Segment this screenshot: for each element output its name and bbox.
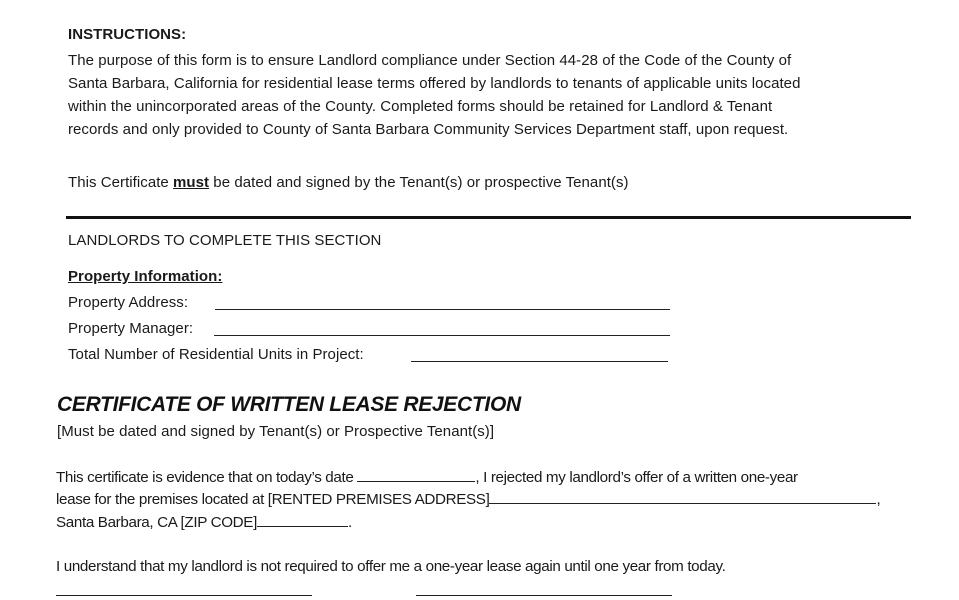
certificate-line-3: [56, 513, 352, 531]
certificate-subtitle: [Must be dated and signed by Tenant(s) or Prospective Tenant(s)]: [57, 423, 495, 440]
total-units-label: Total Number of Residential Units in Project:: [68, 346, 364, 363]
date-suffix: , I rejected my landlord’s offer of a written one-year: [475, 469, 798, 486]
must-notice-suffix: be dated and signed by the Tenant(s) or prospective Tenant(s): [209, 174, 629, 191]
instructions-line-3: within the unincorporated areas of the County. Completed forms should be retained for Landlord & Tenant: [68, 98, 773, 115]
certificate-title: CERTIFICATE OF WRITTEN LEASE REJECTION: [57, 393, 521, 416]
instructions-line-2: Santa Barbara, California for residential lease terms offered by landlords to tenants of applicable units located: [68, 75, 801, 92]
date-prefix: This certificate is evidence that on today’s date: [56, 469, 358, 486]
must-sign-notice: [68, 174, 629, 191]
certificate-line-2: [56, 490, 880, 508]
must-notice-prefix: This Certificate: [68, 174, 174, 191]
property-information-heading: Property Information:: [68, 268, 223, 285]
property-address-field[interactable]: [215, 309, 670, 310]
instructions-line-1: The purpose of this form is to ensure Landlord compliance under Section 44-28 of the Code of the County of: [68, 52, 792, 69]
understanding-statement: I understand that my landlord is not required to offer me a one-year lease again until one year from today.: [56, 558, 726, 575]
section-divider: [66, 216, 911, 219]
total-units-field[interactable]: [411, 361, 668, 362]
property-manager-label: Property Manager:: [68, 320, 194, 337]
zip-code-label: Santa Barbara, CA [ZIP CODE]: [56, 514, 257, 531]
date-field[interactable]: [357, 468, 475, 482]
tenant-signature-line[interactable]: [56, 595, 312, 596]
instructions-line-4: records and only provided to County of Santa Barbara Community Services Department staff, upon request.: [68, 121, 789, 138]
certificate-line-1: [56, 468, 798, 486]
zip-code-field[interactable]: [257, 513, 348, 527]
premises-address-field[interactable]: [489, 490, 876, 504]
property-address-label: Property Address:: [68, 294, 189, 311]
instructions-heading: INSTRUCTIONS:: [68, 26, 187, 43]
signature-date-line[interactable]: [416, 595, 672, 596]
must-emphasis: must: [173, 174, 210, 191]
property-manager-field[interactable]: [214, 335, 670, 336]
period: .: [347, 514, 352, 531]
comma: ,: [876, 491, 881, 508]
premises-address-label: lease for the premises located at [RENTED PREMISES ADDRESS]: [56, 491, 490, 508]
landlord-section-heading: LANDLORDS TO COMPLETE THIS SECTION: [68, 232, 382, 249]
